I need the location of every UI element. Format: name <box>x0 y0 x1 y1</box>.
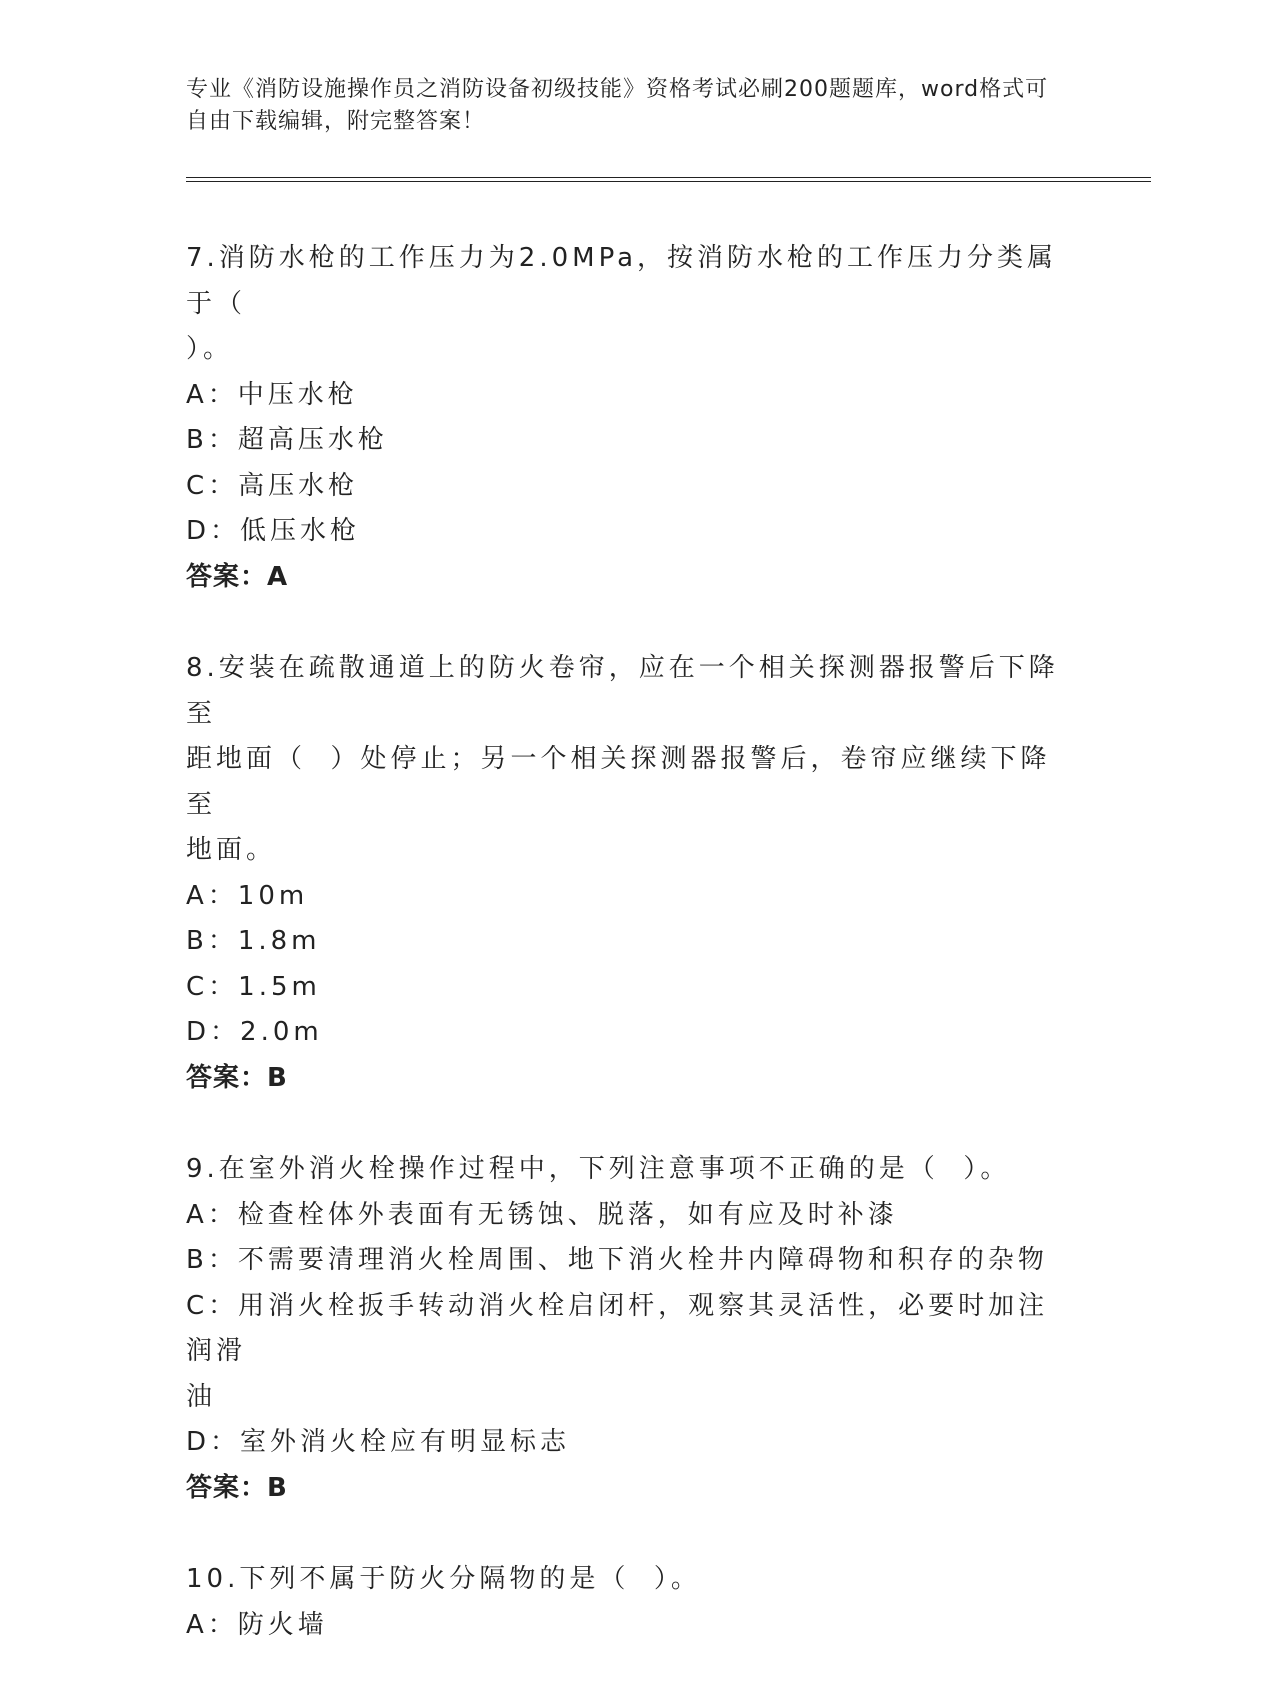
option-c: C：高压水枪 <box>186 470 359 501</box>
option-b: B：不需要清理消火栓周围、地下消火栓井内障碍物和积存的杂物 <box>186 1245 1048 1275</box>
option-c-continued: 油 <box>186 1381 217 1412</box>
option-a: A：10m <box>186 880 309 911</box>
question-stem-line: 8.安装在疏散通道上的防火卷帘，应在一个相关探测器报警后下降至 <box>186 653 1059 729</box>
option-a: A：检查栓体外表面有无锈蚀、脱落，如有应及时补漆 <box>186 1199 898 1230</box>
question-10 <box>186 1557 1066 1648</box>
document-intro: 专业《消防设施操作员之消防设备初级技能》资格考试必刷200题题库，word格式可自由下载编辑，附完整答案！ <box>186 77 1049 134</box>
header-rule-top <box>186 177 1151 178</box>
option-c: C：用消火栓扳手转动消火栓启闭杆，观察其灵活性，必要时加注润滑 <box>186 1290 1049 1366</box>
option-a: A：防火墙 <box>186 1609 328 1640</box>
answer-label: 答案：A <box>186 561 289 592</box>
question-stem-line: 距地面（ ）处停止；另一个相关探测器报警后，卷帘应继续下降至 <box>186 744 1051 820</box>
option-b: B：1.8m <box>186 926 321 956</box>
header-rule-bottom <box>186 181 1151 182</box>
question-8 <box>186 646 1066 1101</box>
question-9 <box>186 1147 1066 1511</box>
option-d: D：低压水枪 <box>186 516 361 546</box>
question-stem-line: 7.消防水枪的工作压力为2.0MPa，按消防水枪的工作压力分类属于（ <box>186 243 1058 319</box>
option-a: A：中压水枪 <box>186 379 358 410</box>
question-stem-line: 9.在室外消火栓操作过程中，下列注意事项不正确的是（ ）。 <box>186 1154 1011 1184</box>
option-d: D：室外消火栓应有明显标志 <box>186 1427 571 1457</box>
answer-label: 答案：B <box>186 1472 288 1503</box>
question-7 <box>186 236 1066 600</box>
question-stem-line: ）。 <box>186 334 234 364</box>
option-d: D：2.0m <box>186 1017 323 1047</box>
answer-label: 答案：B <box>186 1062 288 1093</box>
question-stem-line: 地面。 <box>186 835 277 865</box>
option-b: B：超高压水枪 <box>186 425 388 455</box>
question-list <box>186 236 1066 1694</box>
question-stem-line: 10.下列不属于防火分隔物的是（ ）。 <box>186 1564 701 1594</box>
option-c: C：1.5m <box>186 971 321 1002</box>
